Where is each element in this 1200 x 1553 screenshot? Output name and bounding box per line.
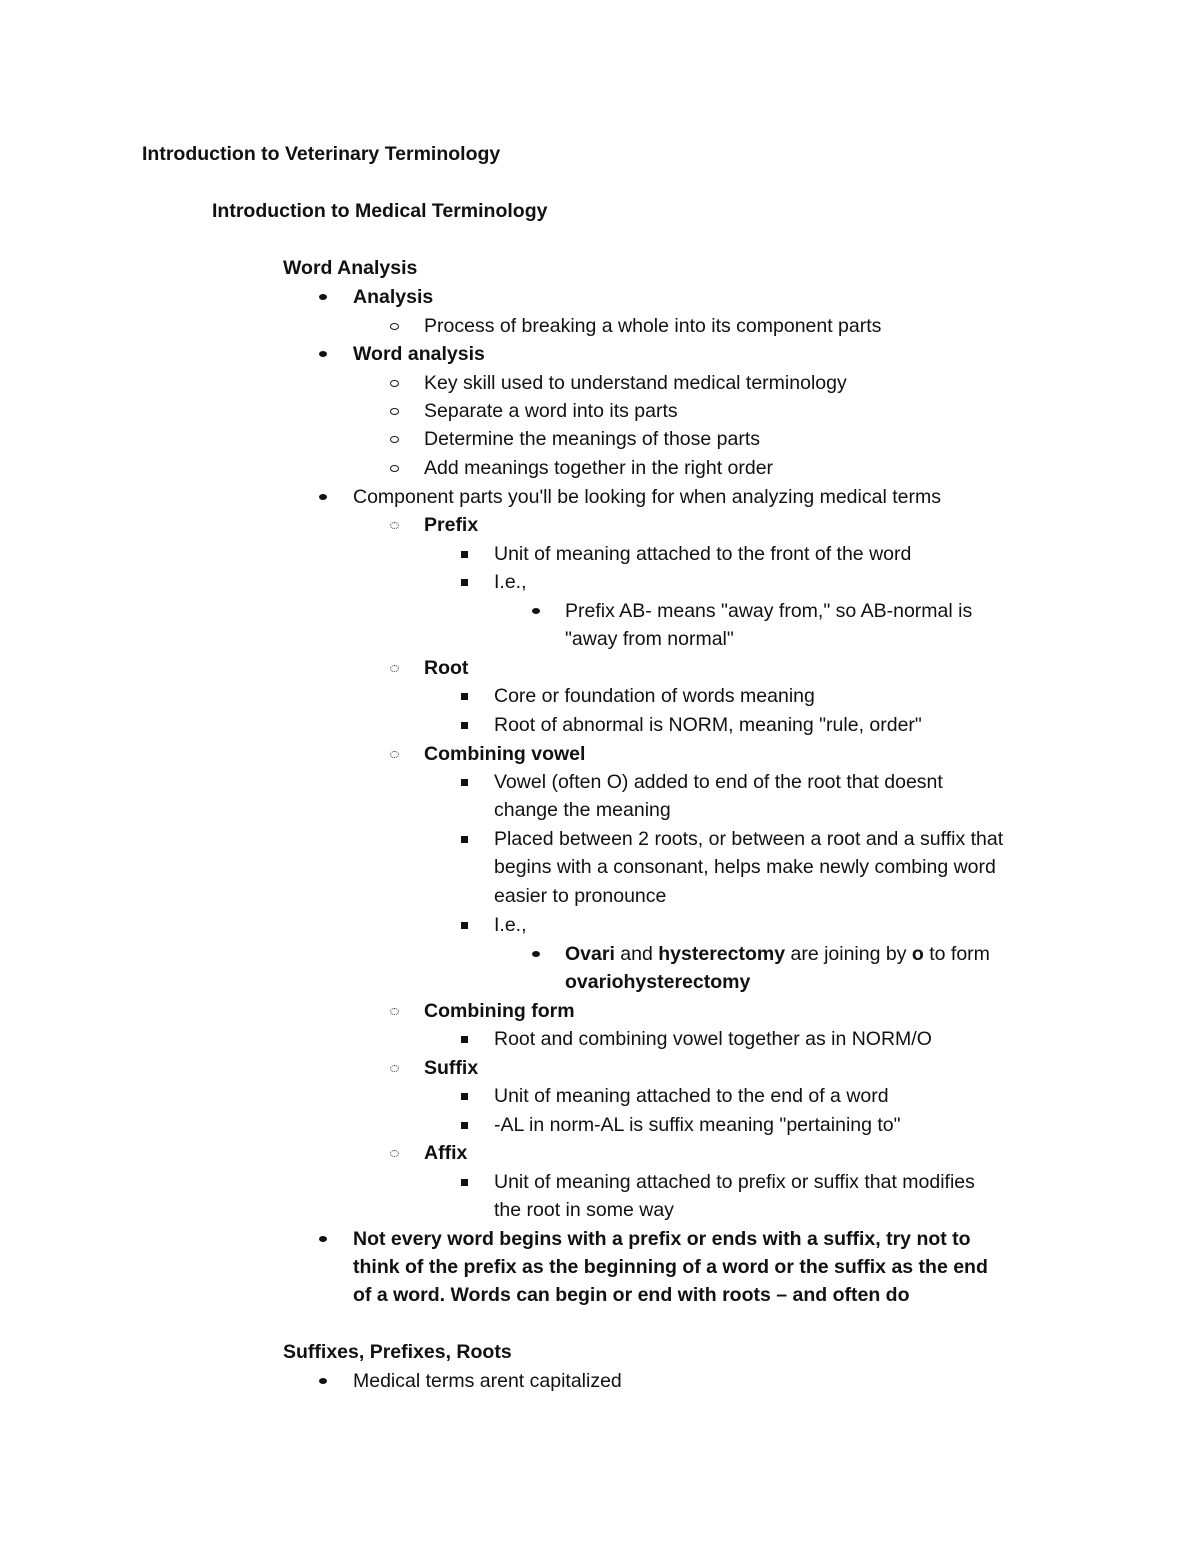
list-item-continuation: easier to pronounce xyxy=(494,885,667,907)
circle-bullet-icon xyxy=(390,465,399,472)
square-bullet-icon xyxy=(461,779,468,786)
list-item: Determine the meanings of those parts xyxy=(424,428,761,450)
square-bullet-icon xyxy=(461,1036,468,1043)
list-item-continuation: begins with a consonant, helps make newly combing word xyxy=(494,856,996,878)
circle-bullet-icon xyxy=(390,408,399,415)
section-heading-suffixes-prefixes-roots: Suffixes, Prefixes, Roots xyxy=(283,1341,512,1363)
list-item xyxy=(565,940,990,969)
circle-bullet-icon xyxy=(390,436,399,443)
square-bullet-icon xyxy=(461,1122,468,1129)
text-fragment: to form xyxy=(923,943,990,965)
term-hysterectomy: hysterectomy xyxy=(658,943,786,965)
list-item: Unit of meaning attached to the end of a word xyxy=(494,1085,889,1107)
dotted-circle-bullet-icon xyxy=(390,1150,399,1157)
square-bullet-icon xyxy=(461,922,468,929)
list-item: Unit of meaning attached to the front of the word xyxy=(494,543,912,565)
disc-bullet-icon xyxy=(319,1236,327,1242)
list-item-continuation: the root in some way xyxy=(494,1199,674,1221)
list-item: Medical terms arent capitalized xyxy=(353,1370,622,1392)
list-item-continuation: ovariohysterectomy xyxy=(565,971,751,993)
list-item: Affix xyxy=(424,1142,468,1164)
term-ovari: Ovari xyxy=(565,943,615,965)
list-item: I.e., xyxy=(494,914,527,936)
square-bullet-icon xyxy=(461,551,468,558)
text-fragment: are joining by xyxy=(785,943,912,965)
dotted-circle-bullet-icon xyxy=(390,665,399,672)
list-item: Vowel (often O) added to end of the root that doesnt xyxy=(494,771,943,793)
list-item: Root xyxy=(424,657,469,679)
list-item: Prefix AB- means "away from," so AB-normal is xyxy=(565,600,973,622)
disc-bullet-icon xyxy=(319,351,327,357)
list-item: -AL in norm-AL is suffix meaning "pertaining to" xyxy=(494,1114,901,1136)
section-heading-word-analysis: Word Analysis xyxy=(283,257,418,279)
square-bullet-icon xyxy=(461,693,468,700)
dotted-circle-bullet-icon xyxy=(390,1008,399,1015)
disc-bullet-icon xyxy=(319,294,327,300)
list-item: Separate a word into its parts xyxy=(424,400,678,422)
list-item-continuation: change the meaning xyxy=(494,799,671,821)
list-item: Root of abnormal is NORM, meaning "rule, order" xyxy=(494,714,922,736)
list-item: Core or foundation of words meaning xyxy=(494,685,815,707)
list-item: Word analysis xyxy=(353,343,485,365)
list-item: Combining vowel xyxy=(424,743,586,765)
dotted-circle-bullet-icon xyxy=(390,751,399,758)
circle-bullet-icon xyxy=(390,323,399,330)
list-item: Not every word begins with a prefix or ends with a suffix, try not to xyxy=(353,1228,971,1250)
list-item: Component parts you'll be looking for when analyzing medical terms xyxy=(353,486,941,508)
document-title: Introduction to Veterinary Terminology xyxy=(142,143,501,165)
list-item: Combining form xyxy=(424,1000,575,1022)
list-item: Process of breaking a whole into its component parts xyxy=(424,315,882,337)
list-item-continuation: of a word. Words can begin or end with roots – and often do xyxy=(353,1284,910,1306)
disc-bullet-icon xyxy=(532,951,540,957)
list-item: Placed between 2 roots, or between a root and a suffix that xyxy=(494,828,1004,850)
list-item: Root and combining vowel together as in NORM/O xyxy=(494,1028,932,1050)
square-bullet-icon xyxy=(461,1093,468,1100)
disc-bullet-icon xyxy=(319,494,327,500)
circle-bullet-icon xyxy=(390,380,399,387)
dotted-circle-bullet-icon xyxy=(390,522,399,529)
list-item: Unit of meaning attached to prefix or suffix that modifies xyxy=(494,1171,975,1193)
document-subtitle: Introduction to Medical Terminology xyxy=(212,200,548,222)
list-item: Add meanings together in the right order xyxy=(424,457,774,479)
square-bullet-icon xyxy=(461,1179,468,1186)
disc-bullet-icon xyxy=(532,608,540,614)
disc-bullet-icon xyxy=(319,1378,327,1384)
list-item: I.e., xyxy=(494,571,527,593)
list-item: Prefix xyxy=(424,514,479,536)
list-item: Key skill used to understand medical terminology xyxy=(424,372,847,394)
term-o: o xyxy=(911,943,924,965)
list-item-continuation: "away from normal" xyxy=(565,628,734,650)
square-bullet-icon xyxy=(461,579,468,586)
square-bullet-icon xyxy=(461,722,468,729)
text-fragment: and xyxy=(614,943,659,965)
list-item: Analysis xyxy=(353,286,434,308)
list-item: Suffix xyxy=(424,1057,479,1079)
list-item-continuation: think of the prefix as the beginning of a word or the suffix as the end xyxy=(353,1256,988,1278)
square-bullet-icon xyxy=(461,836,468,843)
dotted-circle-bullet-icon xyxy=(390,1065,399,1072)
